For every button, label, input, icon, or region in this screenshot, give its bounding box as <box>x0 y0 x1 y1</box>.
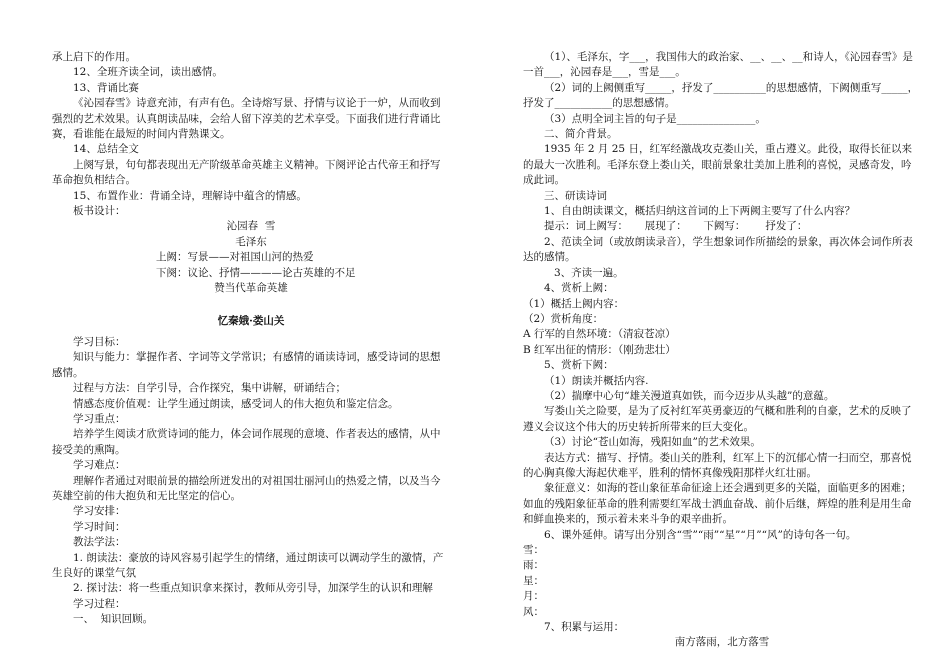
study-7: 7、积累与运用： <box>544 621 625 634</box>
study-6: 6、课外延伸。请写出分别含“雪”“雨”“星”“月”“风”的诗句各一句。 <box>544 528 857 541</box>
step-15: 15、布置作业：背诵全诗，理解诗中蕴含的情感。 <box>73 189 307 202</box>
board-design-label: 板书设计： <box>73 205 126 218</box>
arrangement-label: 学习安排： <box>73 505 126 518</box>
goal-process: 过程与方法：自学引导，合作探究，集中讲解，研诵结合； <box>73 382 346 395</box>
board-lower: 下阕：议论、抒情————论古英雄的不足 <box>156 266 356 279</box>
study-5-3: （3）讨论“苍山如海，残阳如血”的艺术效果。 <box>544 436 761 449</box>
study-5-2-text: 写娄山关之险要，是为了反衬红军英勇豪迈的气概和胜利的自豪，艺术的反映了遵义会议这个伟大的历史转折所带来的巨大变化。 <box>523 405 912 433</box>
left-line-transition: 承上启下的作用。 <box>52 51 136 63</box>
method-reading: 1. 朗读法：豪放的诗风容易引起学生的情绪，通过朗读可以调动学生的激情，产生良好的课堂气氛 <box>52 551 444 579</box>
board-author: 毛泽东 <box>235 235 267 248</box>
step-13-heading: 13、背诵比赛 <box>73 81 139 94</box>
angle-b: B 红军出征的情形：（刚劲悲壮） <box>523 343 676 356</box>
learning-goals-label: 学习目标： <box>73 335 126 348</box>
difficulty-label: 学习难点： <box>73 459 126 472</box>
study-4: 4、赏析上阙： <box>544 282 614 295</box>
answer-snow: 雪： <box>523 544 544 556</box>
board-design <box>52 219 450 296</box>
background-heading: 二、简介背景。 <box>544 128 618 141</box>
difficulty-text: 理解作者通过对眼前景的描绘所迸发出的对祖国壮丽河山的热爱之情，以及当今英雄空前的伟大抱负和无比坚定的信心。 <box>52 474 441 502</box>
study-5: 5、赏析下阙： <box>544 359 614 372</box>
expression-text: 表达方式：描写、抒情。娄山关的胜利，红军上下的沉郁心情一扫而空，那喜悦的心胸真像大海起伏难平，胜利的情怀真像残阳那样火红壮丽。 <box>523 451 912 479</box>
right-column <box>523 50 921 651</box>
study-4-2: （2）赏析角度： <box>523 312 604 325</box>
time-label: 学习时间： <box>73 520 126 533</box>
study-hint: 提示：词上阙写： 展现了： 下阙写： 抒发了： <box>544 220 808 233</box>
study-5-2: （2）揣摩中心句“雄关漫道真如铁，而今迈步从头越”的意蕴。 <box>544 389 835 402</box>
methods-label: 教法学法： <box>73 536 126 549</box>
key-point-label: 学习重点： <box>73 412 126 425</box>
board-title: 沁园春 雪 <box>226 220 276 233</box>
step-12: 12、全班齐读全词，读出感情。 <box>73 66 223 79</box>
review-q3: （3）点明全词主旨的句子是_______________。 <box>544 112 766 125</box>
step-14-text: 上阕写景，句句都表现出无产阶级革命英雄主义精神。下阕评论古代帝王和抒写革命抱负相结合。 <box>52 158 441 187</box>
answer-rain: 雨： <box>523 559 544 572</box>
review-heading: 一、 知识回顾。 <box>73 613 154 626</box>
answer-star: 星： <box>523 574 544 587</box>
board-upper: 上阙：写景——对祖国山河的热爱 <box>156 251 314 264</box>
study-2: 2、范读全词（或放朗读录音），学生想象词作所描绘的景象，再次体会词作所表达的感情。 <box>523 235 913 264</box>
answer-wind: 风： <box>523 605 544 618</box>
lesson-title: 忆秦娥·娄山关 <box>217 314 285 327</box>
left-column <box>52 50 450 628</box>
review-q1: （1）、毛泽东，字___，我国伟大的政治家、__、__、__和诗人，《沁园春雪》是一首___，沁园春是___，雪是___。 <box>523 51 913 79</box>
angle-a: A 行军的自然环境：（清寂苍凉） <box>523 328 676 341</box>
key-point-text: 培养学生阅读才欣赏诗词的能力，体会词作展现的意境、作者表达的感情，从中接受美的熏陶。 <box>52 428 441 456</box>
goal-knowledge: 知识与能力：掌握作者、字词等文学常识；有感情的诵读诗词，感受诗词的思想感情。 <box>52 351 441 379</box>
study-4-1: （1）概括上阙内容： <box>523 297 625 310</box>
background-text: 1935 年 2 月 25 日，红军经激战攻克娄山关，重占遵义。此役，取得长征以来的最大一次胜利。毛泽东登上娄山关，眼前景象壮美加上胜利的喜悦，灵感奇发，吟成此词。 <box>523 143 912 187</box>
symbolism-text: 象征意义：如海的苍山象征革命征途上还会遇到更多的关隘，面临更多的困难；如血的残阳象征革命的胜利需要红军战士洒血奋战、前仆后继，辉煌的胜利是用生命和鲜血换来的，预示着未来斗争的艰辛曲折。 <box>523 482 912 526</box>
study-5-1: （1）朗读并概括内容. <box>544 374 649 387</box>
answer-moon: 月： <box>523 590 544 603</box>
study-heading: 三、研读诗词 <box>544 189 607 202</box>
step-14-heading: 14、总结全文 <box>73 143 139 156</box>
review-q2: （2）词的上阙侧重写_____，抒发了__________的思想感情，下阙侧重写_____，抒发了___________的思想感情。 <box>523 81 919 110</box>
study-1: 1、自由朗读课文，概括归纳这首词的上下两阙主要写了什么内容？ <box>544 205 856 218</box>
method-discussion: 2. 探讨法：将一些重点知识拿来探讨，教师从旁引导，加深学生的认识和理解 <box>73 582 433 595</box>
goal-emotion: 情感态度价值观：让学生通过朗读，感受词人的伟大抱负和鉴定信念。 <box>73 397 399 410</box>
study-3: 3、齐读一遍。 <box>554 266 624 279</box>
process-label: 学习过程： <box>73 597 126 610</box>
study-7-subtitle: 南方落雨，北方落雪 <box>674 636 770 649</box>
board-praise: 赞当代革命英雄 <box>214 282 288 295</box>
step-13-text: 《沁园春雪》诗意充沛，有声有色。全诗熔写景、抒情与议论于一炉，从而收到强烈的艺术效果。认真朗读品味，会给人留下淳美的艺术享受。下面我们进行背诵比赛，看谁能在最短的时间内背熟课文。 <box>52 97 441 141</box>
